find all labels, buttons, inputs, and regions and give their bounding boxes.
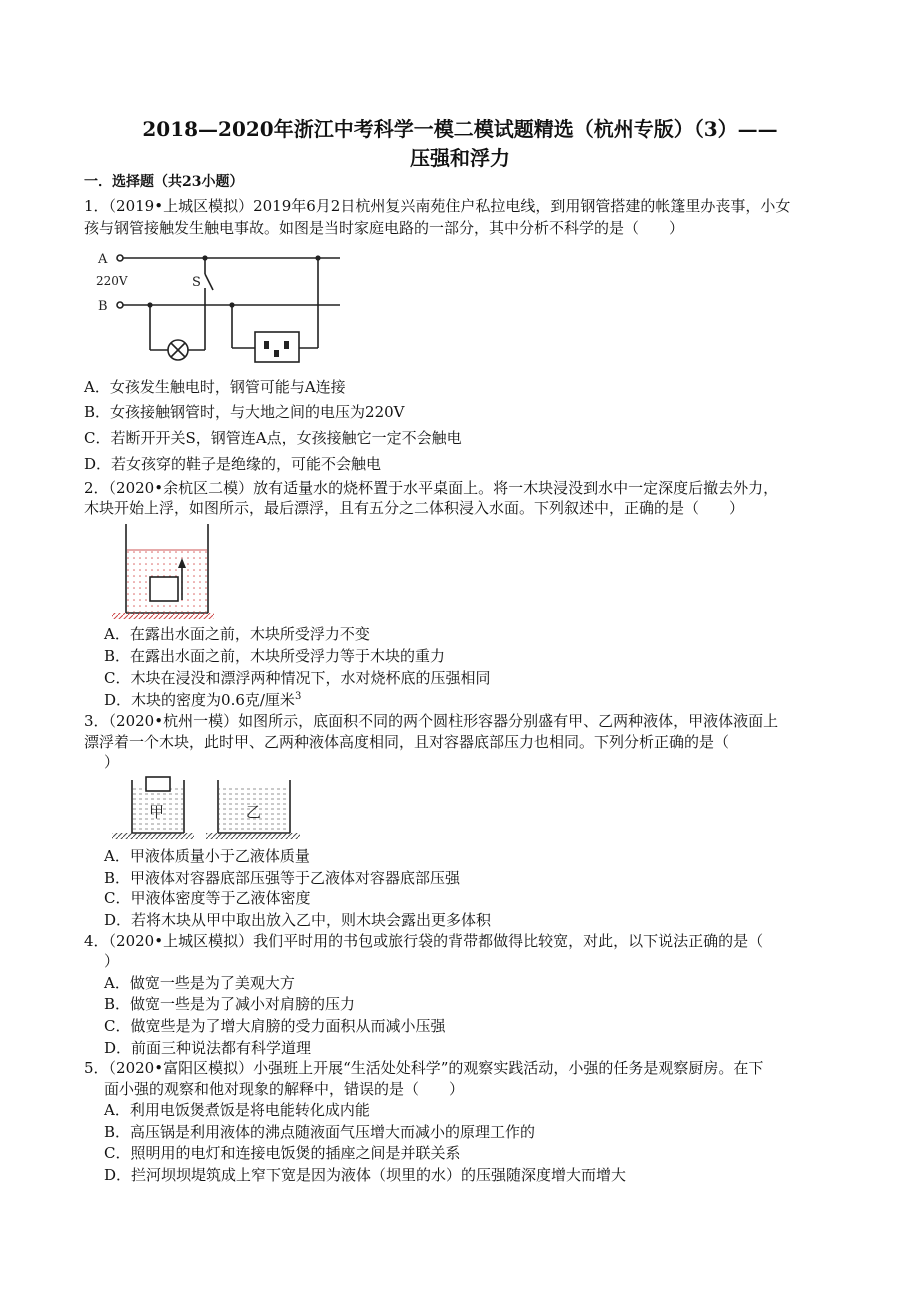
label-b: B [98, 299, 108, 314]
circuit-diagram [90, 240, 350, 368]
question-1-option-d: D．若女孩穿的鞋子是绝缘的，可能不会触电 [84, 455, 382, 473]
label-yi: 乙 [246, 803, 262, 821]
question-4-option-d: D．前面三种说法都有科学道理 [104, 1039, 312, 1057]
section-heading: 一．选择题（共23小题） [84, 174, 244, 190]
label-s: S [192, 275, 201, 290]
question-1-stem-line2: 孩与钢管接触发生触电事故。如图是当时家庭电路的一部分，其中分析不科学的是（ ） [84, 219, 685, 237]
question-5-option-a: A．利用电饭煲煮饭是将电能转化成内能 [104, 1101, 370, 1119]
question-1-stem-line1: 1．（2019•上城区模拟）2019年6月2日杭州复兴南苑住户私拉电线，到用钢管搭建的帐篷里办丧事，小女 [84, 197, 791, 215]
label-jia: 甲 [149, 803, 165, 821]
question-3-option-d: D．若将木块从甲中取出放入乙中，则木块会露出更多体积 [104, 911, 492, 929]
question-2-stem-line1: 2．（2020•余杭区二模）放有适量水的烧杯置于水平桌面上。将一木块浸没到水中一定深度后撤去外力， [84, 479, 779, 497]
label-a: A [98, 252, 108, 267]
question-5-option-b: B．高压锅是利用液体的沸点随液面气压增大而减小的原理工作的 [104, 1123, 536, 1141]
containers-diagram [108, 772, 308, 842]
question-5-stem-line1: 5．（2020•富阳区模拟）小强班上开展“生活处处科学”的观察实践活动，小强的任务是观察厨房。在下 [84, 1059, 764, 1077]
question-3-option-b: B．甲液体对容器底部压强等于乙液体对容器底部压强 [104, 869, 461, 887]
question-2-option-a: A．在露出水面之前，木块所受浮力不变 [104, 625, 370, 643]
question-3-stem-line3: ） [104, 753, 120, 771]
question-4-option-b: B．做宽一些是为了减小对肩膀的压力 [104, 995, 356, 1013]
question-3-stem-line1: 3．（2020•杭州一模）如图所示，底面积不同的两个圆柱形容器分别盛有甲、乙两种液体，甲液体液面上 [84, 712, 779, 730]
question-2-option-d-sup: 3 [294, 691, 302, 702]
question-5-option-c: C．照明用的电灯和连接电饭煲的插座之间是并联关系 [104, 1144, 461, 1162]
question-2-option-d-text: D．木块的密度为0.6克/厘米 [104, 691, 295, 709]
beaker-diagram [108, 520, 218, 620]
question-3-option-a: A．甲液体质量小于乙液体质量 [104, 847, 310, 865]
question-4-stem-line1: 4．（2020•上城区模拟）我们平时用的书包或旅行袋的背带都做得比较宽，对此，以下说法正确的是（ [84, 932, 764, 950]
question-5-option-d: D．拦河坝坝堤筑成上窄下宽是因为液体（坝里的水）的压强随深度增大而增大 [104, 1166, 627, 1184]
question-4-option-a: A．做宽一些是为了美观大方 [104, 974, 295, 992]
question-3-stem-line2: 漂浮着一个木块，此时甲、乙两种液体高度相同，且对容器底部压力也相同。下列分析正确的是（ [84, 733, 730, 751]
question-1-option-b: B．女孩接触钢管时，与大地之间的电压为220V [84, 403, 405, 421]
question-2-option-c: C．木块在浸没和漂浮两种情况下，水对烧杯底的压强相同 [104, 669, 491, 687]
question-2-option-b: B．在露出水面之前，木块所受浮力等于木块的重力 [104, 647, 446, 665]
document-title-line2: 压强和浮力 [410, 146, 510, 170]
question-4-stem-line2: ） [104, 952, 120, 970]
question-2-option-d [104, 690, 301, 710]
question-3-option-c: C．甲液体密度等于乙液体密度 [104, 889, 311, 907]
question-1-option-a: A．女孩发生触电时，钢管可能与A连接 [84, 378, 346, 396]
document-title-line1: 2018—2020年浙江中考科学一模二模试题精选（杭州专版）（3）—— [142, 117, 778, 141]
label-220v: 220V [96, 274, 128, 288]
question-4-option-c: C．做宽些是为了增大肩膀的受力面积从而减小压强 [104, 1017, 446, 1035]
question-1-option-c: C．若断开开关S，钢管连A点，女孩接触它一定不会触电 [84, 429, 462, 447]
question-5-stem-line2: 面小强的观察和他对现象的解释中，错误的是（ ） [104, 1080, 465, 1098]
question-2-stem-line2: 木块开始上浮，如图所示，最后漂浮，且有五分之二体积浸入水面。下列叙述中，正确的是（ ） [84, 499, 745, 517]
